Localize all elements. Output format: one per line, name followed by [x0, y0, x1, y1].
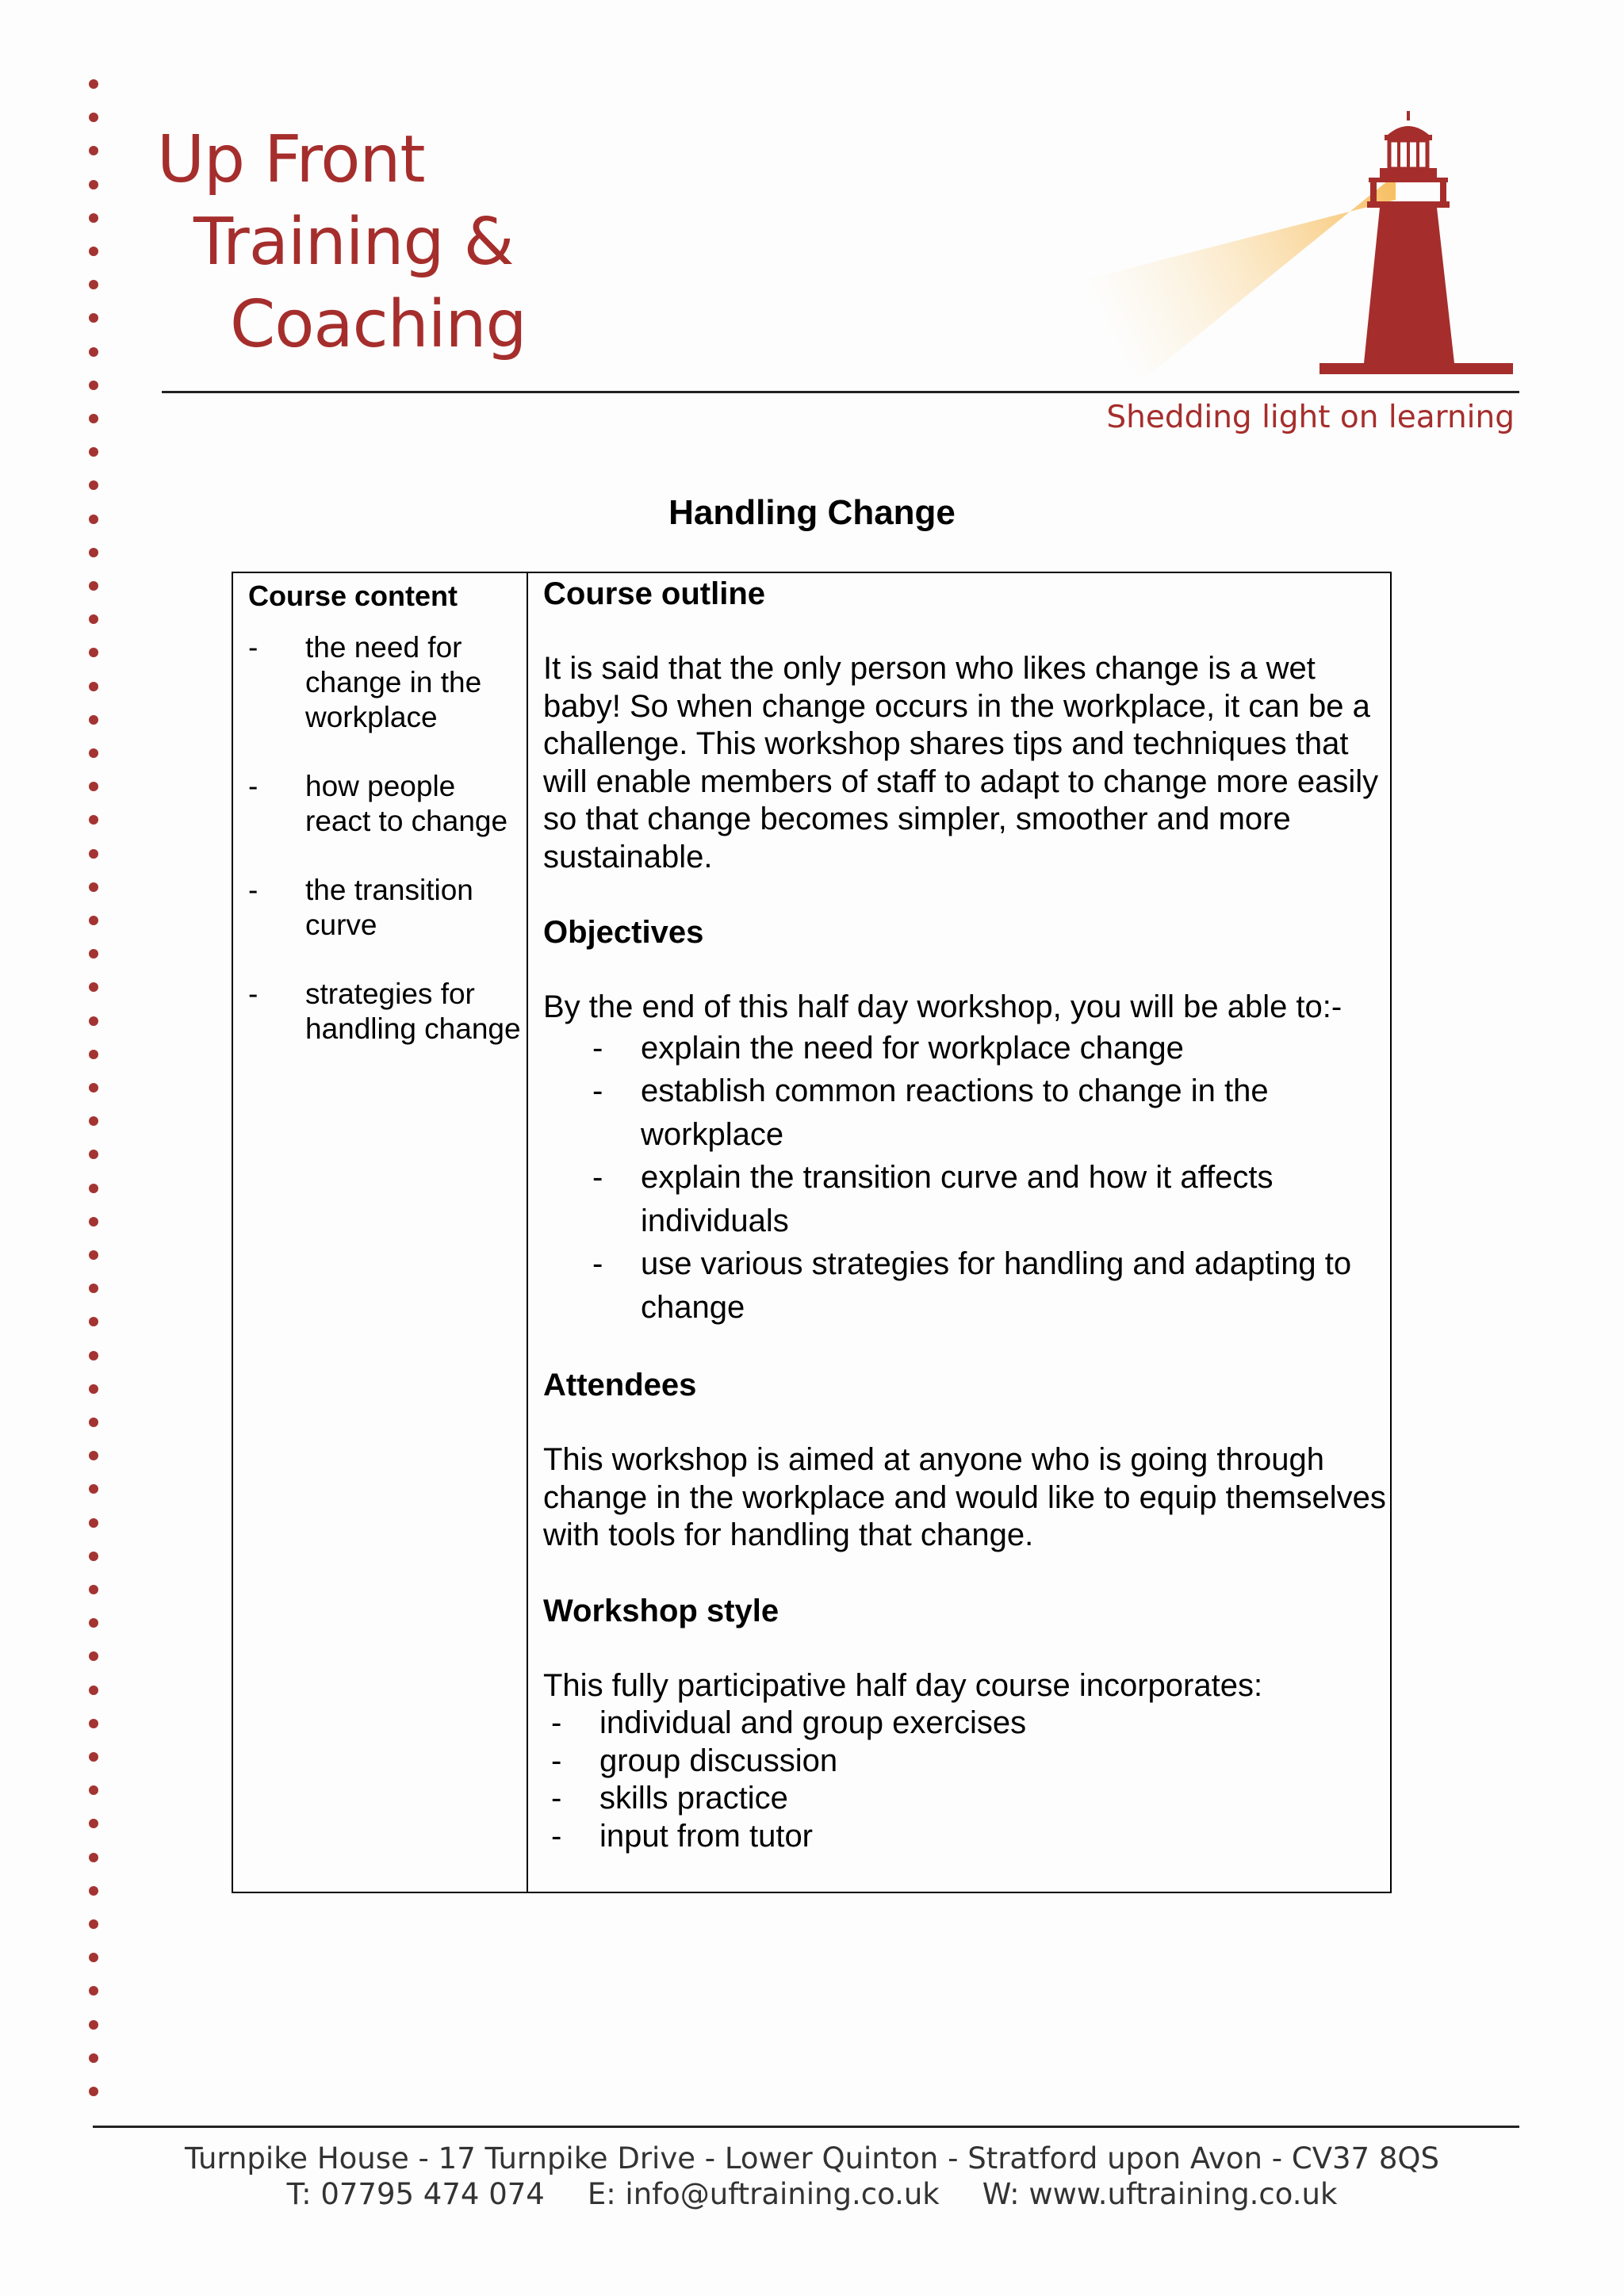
- course-outline-column: [528, 573, 1390, 1892]
- list-item: - strategies for handling change: [248, 978, 521, 1045]
- logo-line-2: Training &: [193, 205, 514, 280]
- binder-dot: [89, 247, 98, 256]
- binder-dot: [89, 1518, 98, 1528]
- footer-website-link[interactable]: W: www.uftraining.co.uk: [982, 2177, 1338, 2211]
- binder-dot: [89, 1418, 98, 1427]
- binder-dot: [89, 180, 98, 189]
- binder-dot: [89, 882, 98, 892]
- binder-dot: [89, 1618, 98, 1628]
- binder-dot: [89, 1250, 98, 1260]
- logo-line-1: Up Front: [157, 122, 425, 197]
- binder-dot: [89, 280, 98, 289]
- page-title: Handling Change: [668, 493, 956, 532]
- binder-dot: [89, 480, 98, 490]
- binder-dot: [89, 1217, 98, 1226]
- workshop-style-list: [543, 1705, 1390, 1855]
- binder-dot: [89, 447, 98, 457]
- company-logo-text: [157, 119, 527, 366]
- course-outline-heading: Course outline: [543, 576, 766, 611]
- list-item: - how people react to change: [248, 770, 508, 837]
- list-item: - individual and group exercises: [551, 1705, 1027, 1740]
- binder-dot: [89, 1050, 98, 1059]
- binder-dot: [89, 347, 98, 357]
- binder-dot: [89, 1116, 98, 1126]
- binder-dot: [89, 1484, 98, 1494]
- binder-dot: [89, 113, 98, 122]
- footer-contact: [0, 2177, 1624, 2211]
- list-item: - group discussion: [551, 1743, 838, 1778]
- binder-dot: [89, 614, 98, 624]
- binder-dot: [89, 982, 98, 992]
- binder-dot: [89, 1150, 98, 1159]
- binder-dot: [89, 1552, 98, 1561]
- course-table: [232, 572, 1392, 1893]
- list-item: - skills practice: [551, 1781, 788, 1816]
- list-item: - explain the need for workplace change: [592, 1030, 1184, 1066]
- binder-dot: [89, 1853, 98, 1862]
- binder-dot: [89, 1986, 98, 1996]
- objectives-heading: Objectives: [543, 915, 704, 950]
- binder-dot: [89, 1686, 98, 1695]
- binder-dot: [89, 949, 98, 959]
- binder-dot: [89, 1016, 98, 1026]
- course-outline-text: It is said that the only person who likes change is a wet baby! So when change occurs in the workplace, it can be a challenge. This workshop shares tips and techniques that will enable members of staff to adapt to change more easily so that change becomes simpler, smoother and more sustainable.: [543, 651, 1379, 874]
- course-content-column: [233, 573, 528, 1892]
- attendees-text: This workshop is aimed at anyone who is going through change in the workplace and would like to equip themselves with tools for handling that change.: [543, 1442, 1386, 1552]
- binder-dot: [89, 1451, 98, 1460]
- objectives-intro: By the end of this half day workshop, you will be able to:-: [543, 989, 1342, 1024]
- lighthouse-icon: [1047, 111, 1522, 381]
- binder-dot: [89, 2020, 98, 2030]
- footer-email-link[interactable]: E: info@uftraining.co.uk: [587, 2177, 940, 2211]
- binder-dot: [89, 1184, 98, 1193]
- binder-dot: [89, 1785, 98, 1795]
- binder-dot: [89, 1384, 98, 1394]
- binder-dot: [89, 1886, 98, 1896]
- binder-dot: [89, 1585, 98, 1594]
- binder-dot: [89, 1317, 98, 1326]
- binder-dot: [89, 213, 98, 223]
- list-item: - establish common reactions to change in the workplace: [592, 1073, 1269, 1152]
- course-content-heading: Course content: [248, 580, 458, 612]
- binder-dot: [89, 1752, 98, 1762]
- binder-dot: [89, 2053, 98, 2063]
- list-item: - use various strategies for handling and adapting to change: [592, 1246, 1352, 1325]
- binder-dot: [89, 581, 98, 591]
- binder-dot: [89, 146, 98, 155]
- binder-dot: [89, 849, 98, 859]
- binder-dot: [89, 782, 98, 791]
- binder-dots-decoration: [89, 79, 105, 2125]
- list-item: - the transition curve: [248, 874, 473, 941]
- footer-divider: [93, 2126, 1519, 2128]
- binder-dot: [89, 313, 98, 323]
- course-content-list: [248, 630, 527, 1047]
- attendees-heading: Attendees: [543, 1368, 697, 1402]
- binder-dot: [89, 715, 98, 725]
- binder-dot: [89, 548, 98, 557]
- binder-dot: [89, 1953, 98, 1962]
- binder-dot: [89, 1651, 98, 1661]
- binder-dot: [89, 2087, 98, 2096]
- binder-dot: [89, 1819, 98, 1828]
- footer-address: Turnpike House - 17 Turnpike Drive - Lower Quinton - Stratford upon Avon - CV37 8QS: [184, 2141, 1440, 2175]
- binder-dot: [89, 1919, 98, 1929]
- binder-dot: [89, 682, 98, 691]
- binder-dot: [89, 381, 98, 390]
- list-item: - explain the transition curve and how it affects individuals: [592, 1160, 1274, 1238]
- binder-dot: [89, 1719, 98, 1728]
- footer-phone: T: 07795 474 074: [286, 2177, 545, 2211]
- logo-line-3: Coaching: [230, 287, 527, 362]
- objectives-list: [543, 1027, 1390, 1330]
- workshop-style-intro: This fully participative half day course incorporates:: [543, 1667, 1263, 1703]
- binder-dot: [89, 748, 98, 758]
- header-divider: [162, 391, 1519, 393]
- binder-dot: [89, 648, 98, 657]
- list-item: - the need for change in the workplace: [248, 631, 482, 733]
- binder-dot: [89, 916, 98, 925]
- binder-dot: [89, 79, 98, 89]
- tagline: Shedding light on learning: [1106, 400, 1515, 435]
- workshop-style-heading: Workshop style: [543, 1593, 779, 1628]
- binder-dot: [89, 414, 98, 423]
- binder-dot: [89, 1284, 98, 1293]
- binder-dot: [89, 1083, 98, 1093]
- binder-dot: [89, 815, 98, 825]
- list-item: - input from tutor: [551, 1818, 814, 1854]
- binder-dot: [89, 1351, 98, 1360]
